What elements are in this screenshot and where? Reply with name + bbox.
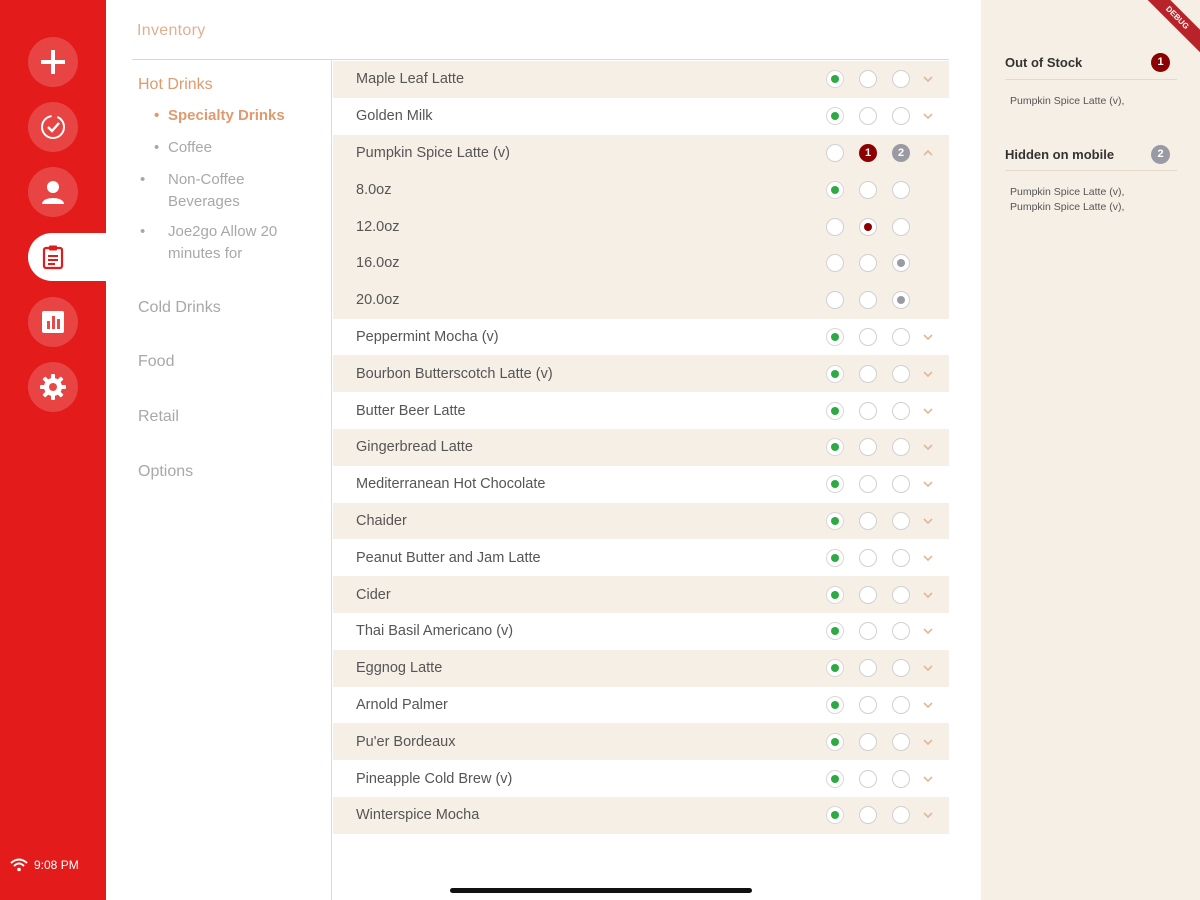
category-food[interactable]: Food [138, 353, 175, 370]
summary-panel [981, 0, 1200, 900]
in-stock-radio[interactable] [826, 622, 844, 640]
in-stock-radio[interactable] [826, 586, 844, 604]
hidden-items-1: Pumpkin Spice Latte (v), [1010, 186, 1125, 198]
item-name: Butter Beer Latte [356, 402, 466, 419]
divider [1005, 170, 1177, 171]
chevron-down-icon[interactable] [921, 808, 935, 822]
out-of-stock-radio[interactable] [859, 512, 877, 530]
subcategory-joe2go[interactable]: • Joe2go Allow 20 minutes for [140, 223, 278, 262]
item-name: Chaider [356, 512, 407, 529]
hidden-radio[interactable] [892, 770, 910, 788]
in-stock-radio[interactable] [826, 365, 844, 383]
in-stock-radio[interactable] [826, 549, 844, 567]
out-of-stock-radio[interactable] [859, 365, 877, 383]
out-of-stock-radio[interactable] [859, 291, 877, 309]
out-of-stock-radio[interactable] [859, 659, 877, 677]
in-stock-radio[interactable] [826, 475, 844, 493]
hidden-radio[interactable] [892, 291, 910, 309]
chevron-up-icon[interactable] [921, 146, 935, 160]
subcategory-label: Non-Coffee Beverages [168, 171, 245, 210]
in-stock-radio[interactable] [826, 144, 844, 162]
inventory-clipboard-icon [41, 244, 65, 270]
orders-check-icon [38, 112, 68, 142]
nav-rail [0, 0, 106, 900]
item-name: Arnold Palmer [356, 696, 448, 713]
inventory-list [333, 61, 949, 834]
hidden-radio[interactable] [892, 218, 910, 236]
status-bar [10, 858, 79, 872]
chevron-down-icon[interactable] [921, 772, 935, 786]
list-item [333, 576, 949, 613]
category-nav [132, 60, 332, 900]
chevron-down-icon[interactable] [921, 404, 935, 418]
item-name: Thai Basil Americano (v) [356, 623, 514, 640]
list-item [333, 429, 949, 466]
chevron-down-icon[interactable] [921, 440, 935, 454]
hidden-radio[interactable] [892, 438, 910, 456]
chevron-down-icon[interactable] [921, 477, 935, 491]
out-of-stock-items: Pumpkin Spice Latte (v), [1010, 95, 1125, 107]
subcategory-specialty-drinks[interactable]: • Specialty Drinks [154, 107, 285, 124]
in-stock-radio[interactable] [826, 696, 844, 714]
list-item [333, 503, 949, 540]
wifi-icon [10, 858, 28, 872]
hidden-radio[interactable] [892, 475, 910, 493]
list-item [333, 687, 949, 724]
out-of-stock-radio[interactable] [859, 770, 877, 788]
hidden-radio[interactable] [892, 70, 910, 88]
out-of-stock-heading: Out of Stock [1005, 55, 1083, 70]
out-of-stock-radio[interactable] [859, 475, 877, 493]
chevron-down-icon[interactable] [921, 624, 935, 638]
inventory-button[interactable] [28, 233, 106, 281]
hidden-radio[interactable] [892, 402, 910, 420]
item-name: Mediterranean Hot Chocolate [356, 476, 546, 493]
hidden-radio[interactable] [892, 622, 910, 640]
subcategory-label: Joe2go Allow 20 minutes for [168, 223, 278, 262]
home-indicator[interactable] [450, 888, 752, 893]
subcategory-label: Specialty Drinks [168, 107, 285, 124]
list-item [333, 466, 949, 503]
hidden-radio[interactable] [892, 733, 910, 751]
list-item [333, 650, 949, 687]
subcategory-label: Coffee [168, 139, 212, 156]
item-name: Maple Leaf Latte [356, 71, 465, 88]
item-name: Pu'er Bordeaux [356, 733, 456, 750]
category-options[interactable]: Options [138, 463, 194, 480]
out-of-stock-radio[interactable] [859, 806, 877, 824]
item-name: Peppermint Mocha (v) [356, 328, 499, 345]
out-of-stock-radio[interactable] [859, 107, 877, 125]
out-of-stock-radio[interactable] [859, 70, 877, 88]
in-stock-radio[interactable] [826, 70, 844, 88]
item-name: Winterspice Mocha [356, 807, 480, 824]
hidden-count-badge: 2 [1151, 145, 1170, 164]
chevron-down-icon[interactable] [921, 72, 935, 86]
category-cold-drinks[interactable]: Cold Drinks [138, 299, 221, 316]
list-item [333, 760, 949, 797]
list-item [333, 392, 949, 429]
item-name: Eggnog Latte [356, 660, 443, 677]
in-stock-radio[interactable] [826, 806, 844, 824]
in-stock-radio[interactable] [826, 181, 844, 199]
out-of-stock-count-badge: 1 [1151, 53, 1170, 72]
status-time: 9:08 PM [34, 858, 79, 872]
out-of-stock-radio[interactable] [859, 254, 877, 272]
variant-row [333, 208, 949, 245]
chevron-down-icon[interactable] [921, 367, 935, 381]
hidden-count-badge[interactable]: 2 [892, 144, 910, 162]
item-name: Peanut Butter and Jam Latte [356, 549, 541, 566]
out-of-stock-radio[interactable] [859, 549, 877, 567]
reports-chart-icon [40, 309, 66, 335]
item-name: Pineapple Cold Brew (v) [356, 770, 513, 787]
list-item [333, 319, 949, 356]
category-hot-drinks[interactable]: Hot Drinks [138, 76, 213, 93]
hidden-radio[interactable] [892, 365, 910, 383]
hidden-radio[interactable] [892, 549, 910, 567]
hidden-radio[interactable] [892, 659, 910, 677]
in-stock-radio[interactable] [826, 770, 844, 788]
subcategory-non-coffee-beverages[interactable]: • Non-Coffee Beverages [140, 171, 245, 210]
in-stock-radio[interactable] [826, 438, 844, 456]
settings-gear-icon [39, 373, 67, 401]
category-retail[interactable]: Retail [138, 408, 179, 425]
in-stock-radio[interactable] [826, 254, 844, 272]
chevron-down-icon[interactable] [921, 109, 935, 123]
chevron-down-icon[interactable] [921, 698, 935, 712]
list-item [333, 797, 949, 834]
in-stock-radio[interactable] [826, 328, 844, 346]
variant-row [333, 245, 949, 282]
hidden-radio[interactable] [892, 512, 910, 530]
in-stock-radio[interactable] [826, 733, 844, 751]
item-name: Pumpkin Spice Latte (v) [356, 144, 510, 161]
variant-size: 12.0oz [356, 218, 400, 235]
list-item [333, 613, 949, 650]
item-name: Bourbon Butterscotch Latte (v) [356, 365, 553, 382]
out-of-stock-radio[interactable] [859, 622, 877, 640]
list-item [333, 723, 949, 760]
out-of-stock-radio[interactable] [859, 586, 877, 604]
hidden-radio[interactable] [892, 107, 910, 125]
out-of-stock-radio[interactable] [859, 733, 877, 751]
hidden-radio[interactable] [892, 586, 910, 604]
reports-button[interactable] [28, 297, 78, 347]
debug-banner: DEBUG [1132, 0, 1200, 63]
variant-size: 20.0oz [356, 292, 400, 309]
add-icon [39, 48, 67, 76]
variant-size: 16.0oz [356, 255, 400, 272]
chevron-down-icon[interactable] [921, 514, 935, 528]
out-of-stock-radio[interactable] [859, 181, 877, 199]
in-stock-radio[interactable] [826, 218, 844, 236]
hidden-on-mobile-heading: Hidden on mobile [1005, 147, 1115, 162]
customers-button[interactable] [28, 167, 78, 217]
chevron-down-icon[interactable] [921, 588, 935, 602]
orders-button[interactable] [28, 102, 78, 152]
out-of-stock-count-badge[interactable]: 1 [859, 144, 877, 162]
hidden-radio[interactable] [892, 254, 910, 272]
list-item [333, 61, 949, 98]
variant-row [333, 171, 949, 208]
hidden-radio[interactable] [892, 328, 910, 346]
variant-row [333, 282, 949, 319]
subcategory-coffee[interactable]: • Coffee [154, 139, 212, 156]
hidden-radio[interactable] [892, 806, 910, 824]
chevron-down-icon[interactable] [921, 661, 935, 675]
list-item [333, 539, 949, 576]
list-item [333, 355, 949, 392]
out-of-stock-radio[interactable] [859, 438, 877, 456]
hidden-radio[interactable] [892, 696, 910, 714]
out-of-stock-radio[interactable] [859, 218, 877, 236]
out-of-stock-radio[interactable] [859, 402, 877, 420]
page-title: Inventory [137, 22, 206, 39]
add-button[interactable] [28, 37, 78, 87]
item-name: Cider [356, 586, 391, 603]
in-stock-radio[interactable] [826, 512, 844, 530]
user-icon [39, 178, 67, 206]
divider [1005, 79, 1177, 80]
out-of-stock-radio[interactable] [859, 696, 877, 714]
settings-button[interactable] [28, 362, 78, 412]
chevron-down-icon[interactable] [921, 330, 935, 344]
variant-size: 8.0oz [356, 181, 392, 198]
list-item-expanded [333, 135, 949, 172]
in-stock-radio[interactable] [826, 291, 844, 309]
list-item [333, 98, 949, 135]
in-stock-radio[interactable] [826, 402, 844, 420]
out-of-stock-radio[interactable] [859, 328, 877, 346]
item-name: Golden Milk [356, 108, 433, 125]
chevron-down-icon[interactable] [921, 735, 935, 749]
hidden-items-2: Pumpkin Spice Latte (v), [1010, 201, 1125, 213]
in-stock-radio[interactable] [826, 659, 844, 677]
chevron-down-icon[interactable] [921, 551, 935, 565]
hidden-radio[interactable] [892, 181, 910, 199]
item-name: Gingerbread Latte [356, 439, 473, 456]
in-stock-radio[interactable] [826, 107, 844, 125]
